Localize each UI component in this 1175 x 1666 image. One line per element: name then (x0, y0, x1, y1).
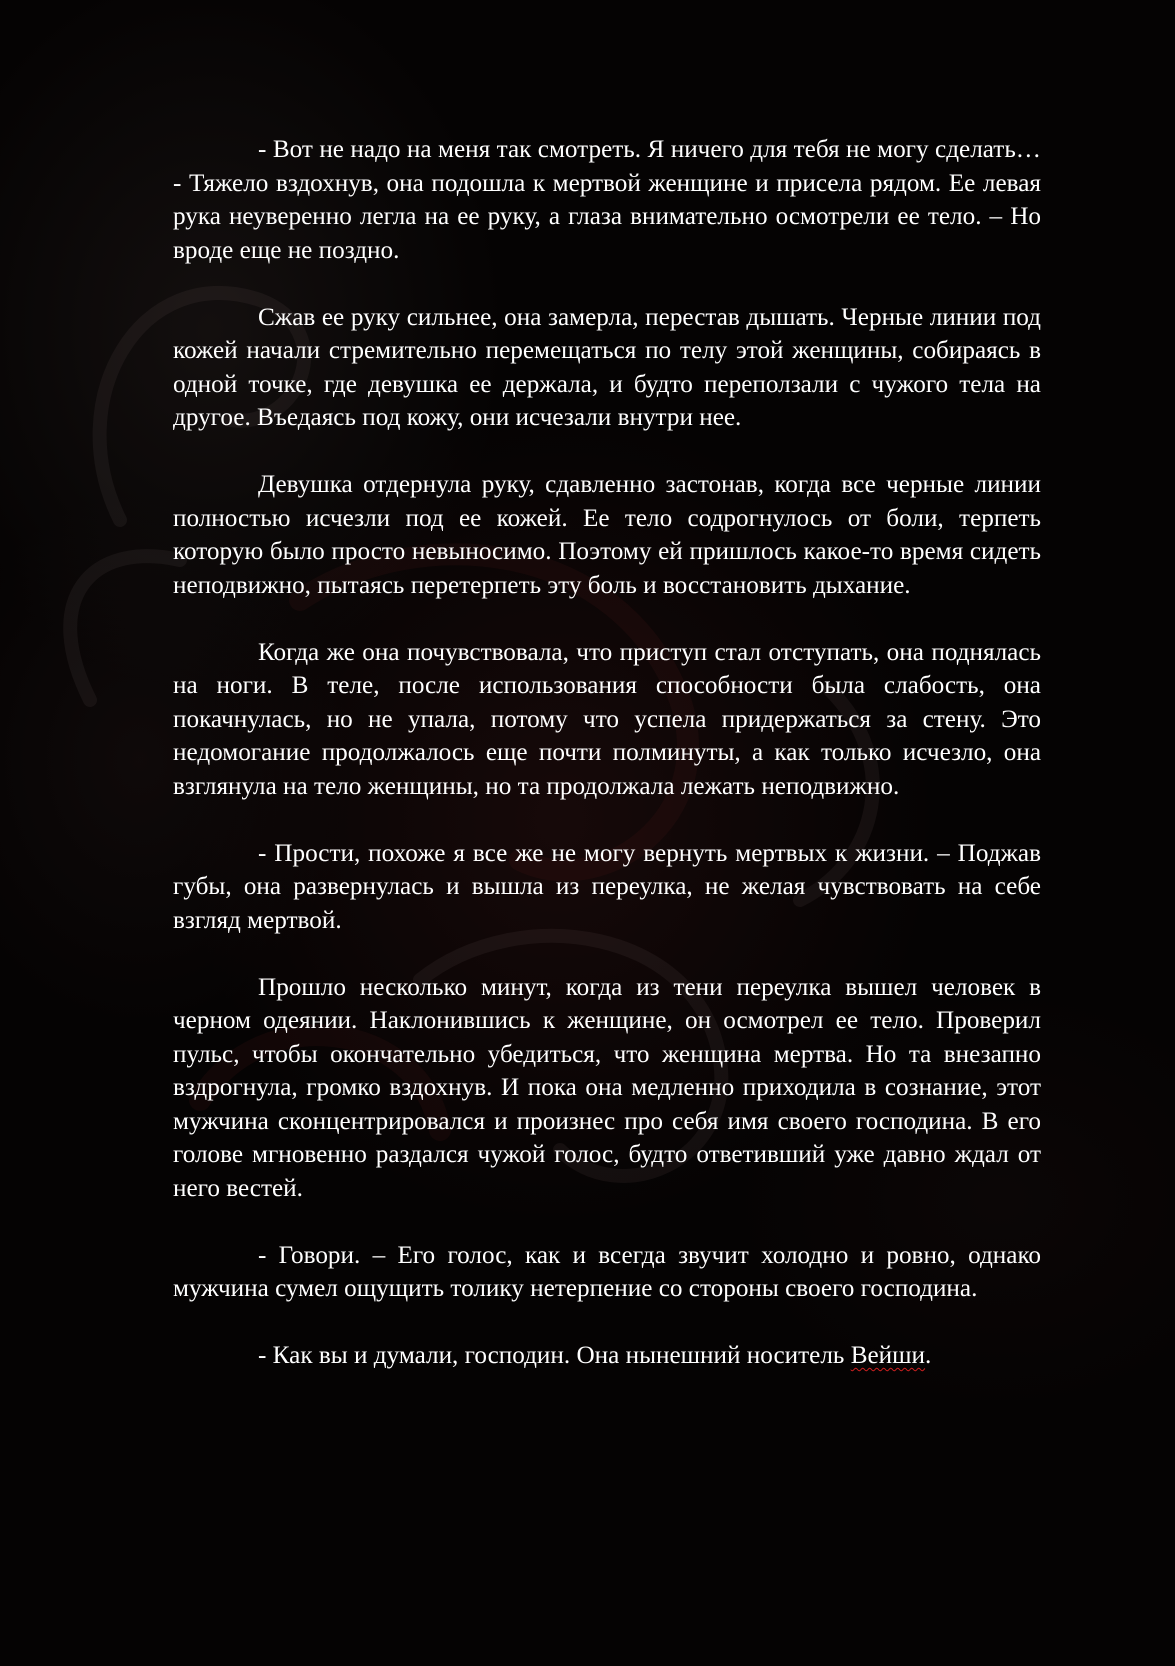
paragraph-1: - Вот не надо на меня так смотреть. Я ничего для тебя не могу сделать… - Тяжело вздохнув, она подошла к мертвой женщине и присела рядом. Ее левая рука неуверенно легла на ее руку, а глаза внимательно осмотрели ее тело. – Но вроде еще не поздно. (173, 136, 1041, 264)
paragraph-6: Прошло несколько минут, когда из тени переулка вышел человек в черном одеянии. Наклонившись к женщине, он осмотрел ее тело. Проверил пульс, чтобы окончательно убедиться, что женщина мертва. Но та внезапно вздрогнула, громко вздохнув. И пока она медленно приходила в сознание, этот мужчина сконцентрировался и произнес про себя имя своего господина. В его голове мгновенно раздался чужой голос, будто ответивший уже давно ждал от него вестей. (173, 973, 1041, 1202)
spellcheck-flagged-word[interactable]: Вейши (850, 1342, 926, 1369)
paragraph-2: Сжав ее руку сильнее, она замерла, перестав дышать. Черные линии под кожей начали стремительно перемещаться по телу этой женщины, собираясь в одной точке, где девушка ее держала, и будто переползали с чужого тела на другое. Въедаясь под кожу, они исчезали внутри нее. (173, 303, 1041, 431)
paragraph-3: Девушка отдернула руку, сдавленно застонав, когда все черные линии полностью исчезли под ее кожей. Ее тело содрогнулось от боли, терпеть которую было просто невыносимо. Поэтому ей пришлось какое-то время сидеть неподвижно, пытаясь перетерпеть эту боль и восстановить дыхание. (173, 471, 1041, 599)
paragraph-5: - Прости, похоже я все же не могу вернуть мертвых к жизни. – Поджав губы, она развернулась и вышла из переулка, не желая чувствовать на себе взгляд мертвой. (173, 839, 1041, 934)
paragraph-7: - Говори. – Его голос, как и всегда звучит холодно и ровно, однако мужчина сумел ощущить толику нетерпение со стороны своего господина. (173, 1241, 1041, 1302)
paragraph-8-end: . (925, 1342, 932, 1369)
paragraph-8-text: - Как вы и думали, господин. Она нынешний носитель (258, 1342, 851, 1369)
paragraph-8 (173, 1339, 1041, 1373)
story-text (173, 133, 1041, 1373)
paragraph-4: Когда же она почувствовала, что приступ стал отступать, она поднялась на ноги. В теле, после использования способности была слабость, она покачнулась, но не упала, потому что успела придержаться за стену. Это недомогание продолжалось еще почти полминуты, а как только исчезло, она взглянула на тело женщины, но та продолжала лежать неподвижно. (173, 638, 1041, 800)
